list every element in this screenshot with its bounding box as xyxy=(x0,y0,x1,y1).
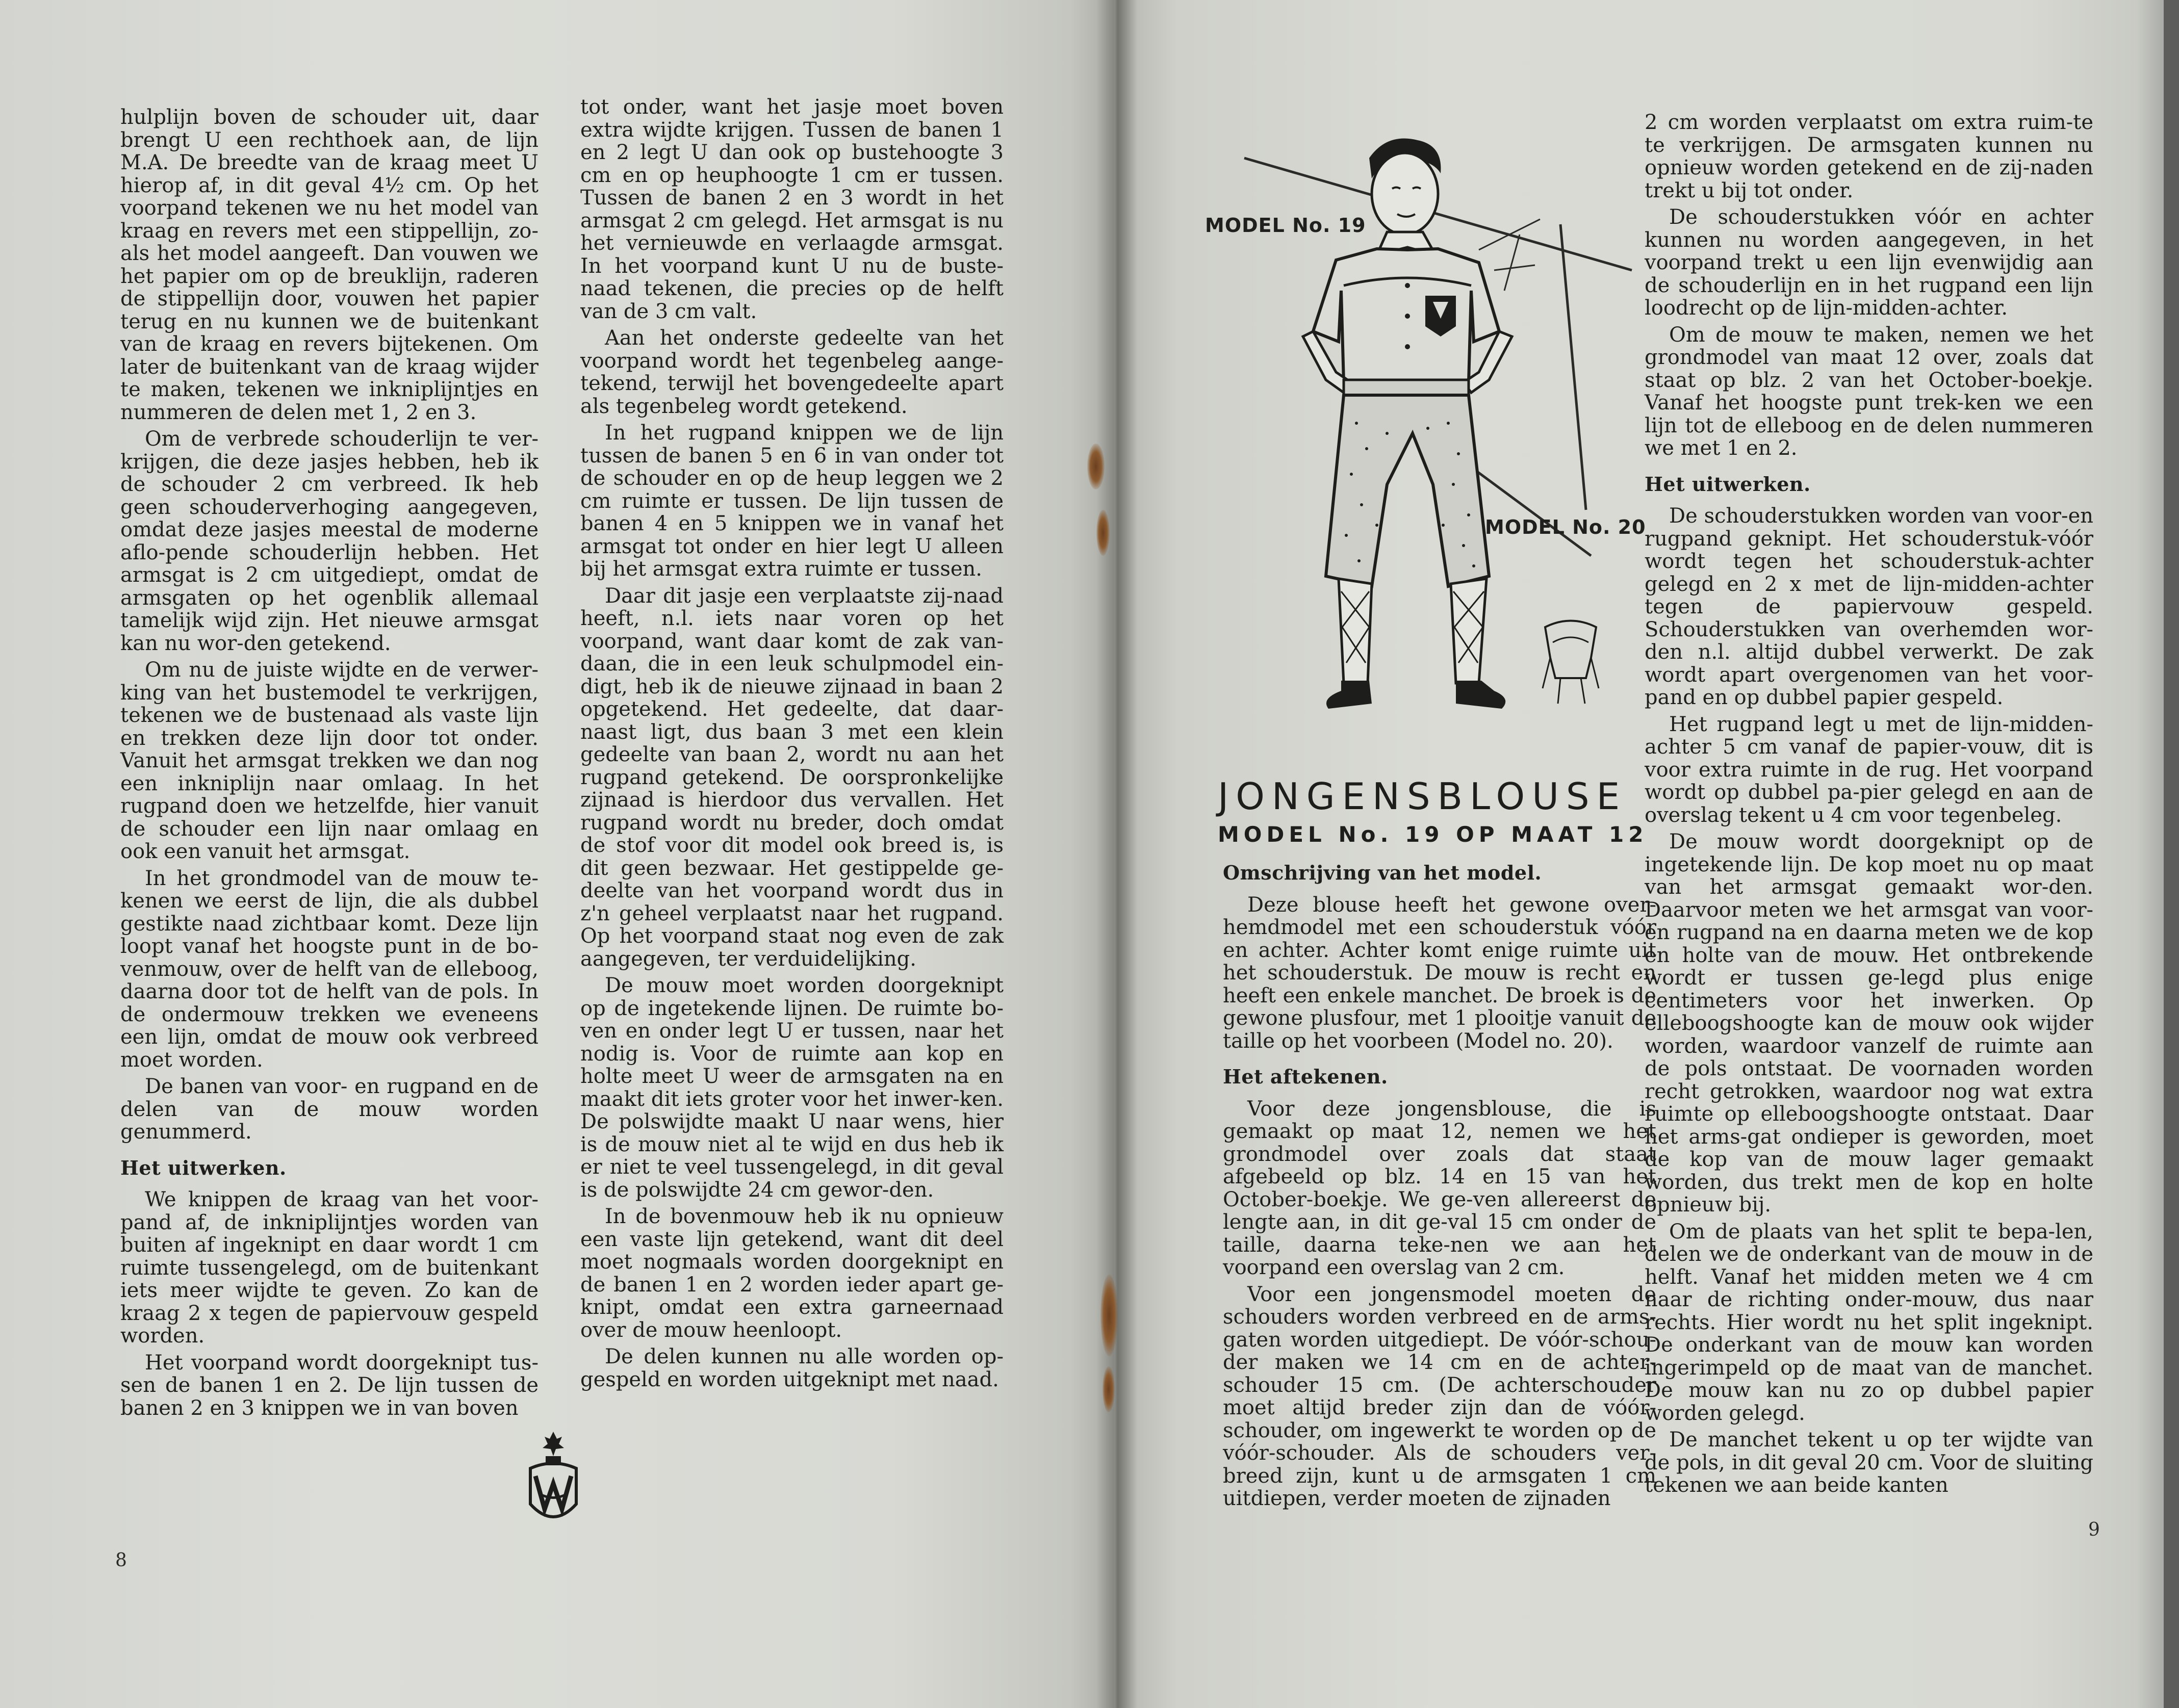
model-20-label: MODEL No. 20 xyxy=(1485,516,1646,538)
paragraph: In het rugpand knippen we de lijn tussen de banen 5 en 6 in van onder tot de schouder en op de heup leggen we 2 cm ruimte er tussen. De lijn tussen de banen 4 en 5 knippen we in vanaf het armsgat tot onder en hier legt U alleen bij het armsgat extra ruimte er tussen. xyxy=(580,421,1004,581)
left-column-2 xyxy=(580,96,1004,1395)
paragraph: De schouderstukken worden van voor-en rugpand geknipt. Het schouderstuk-vóór wordt tegen het schouderstuk-achter gelegd en 2 x met de lijn-midden-achter tegen de papiervouw gespeld. Schouderstukken van overhemden wor-den n.l. altijd dubbel verwerkt. De zak wordt apart overgenomen van het voor-pand en op dubbel papier gespeld. xyxy=(1645,504,2093,709)
paragraph: De manchet tekent u op ter wijdte van de pols, in dit geval 20 cm. Voor de sluiting tekenen we aan beide kanten xyxy=(1645,1428,2093,1497)
page-edge xyxy=(2164,0,2179,1708)
paragraph: In het grondmodel van de mouw te-kenen we eerst de lijn, die als dubbel gestikte naad zichtbaar komt. Deze lijn loopt vanaf het hoogste punt in de bo-venmouw, over de helft van de elleboog, daarna door tot de helft van de pols. In de ondermouw trekken we eveneens een lijn, omdat de mouw ook verbreed moet worden. xyxy=(120,866,539,1072)
page-number: 8 xyxy=(115,1550,127,1571)
paragraph: tot onder, want het jasje moet boven extra wijdte krijgen. Tussen de banen 1 en 2 legt U dan ook op bustehoogte 3 cm en op heuphoogte 1 cm er tussen. Tussen de banen 2 en 3 wordt in het armsgat 2 cm gelegd. Het armsgat is nu het vernieuwde en verlaagde armsgat. In het voorpand kunt U nu de buste-naad tekenen, die precies op de helft van de 3 cm valt. xyxy=(580,95,1004,323)
paragraph: In de bovenmouw heb ik nu opnieuw een vaste lijn getekend, want dit deel moet nogmaals worden doorgeknipt en de banen 1 en 2 worden ieder apart ge-knipt, omdat een extra garneernaad over de mouw heenloopt. xyxy=(580,1205,1004,1342)
paragraph: Om nu de juiste wijdte en de verwer-king van het bustemodel te verkrijgen, tekenen we de bustenaad als vaste lijn en trekken deze lijn door tot onder. Vanuit het armsgat trekken we dan nog een inkniplijn naar omlaag. In het rugpand doen we hetzelfde, hier vanuit de schouder een lijn naar omlaag en ook een vanuit het armsgat. xyxy=(120,658,539,863)
page-subtitle: MODEL No. 19 OP MAAT 12 xyxy=(1218,822,1648,847)
section-heading: Het aftekenen. xyxy=(1223,1065,1388,1088)
paragraph: hulplijn boven de schouder uit, daar brengt U een rechthoek aan, de lijn M.A. De breedte van de kraag meet U hierop af, in dit geval 4½ cm. Op het voorpand tekenen we nu het model van kraag en revers met een stippellijn, zo-als het model aangeeft. Dan vouwen we het papier om op de breuklijn, raderen de stippellijn door, vouwen het papier terug en nu kunnen we de buitenkant van de kraag en revers bijtekenen. Om later de buitenkant van de kraag wijder te maken, tekenen we inkniplijntjes en nummeren de delen met 1, 2 en 3. xyxy=(120,106,539,424)
rust-stain xyxy=(1096,510,1110,556)
paragraph: De schouderstukken vóór en achter kunnen nu worden aangegeven, in het voorpand trekt u een lijn evenwijdig aan de schouderlijn en in het rugpand een lijn loodrecht op de lijn-midden-achter. xyxy=(1645,205,2093,320)
left-column-1 xyxy=(120,106,539,1424)
paragraph: Het rugpand legt u met de lijn-midden-achter 5 cm vanaf de papier-vouw, dit is voor extra ruimte in de rug. Het voorpand wordt op dubbel pa-pier gelegd en aan de overslag tekent u 4 cm voor tegenbeleg. xyxy=(1645,712,2093,827)
section-heading: Het uitwerken. xyxy=(120,1156,287,1179)
paragraph: De mouw moet worden doorgeknipt op de ingetekende lijnen. De ruimte bo-ven en onder legt U er tussen, naar het nodig is. Voor de ruimte aan kop en holte meet U weer de armsgaten na en maakt dit iets groter voor het inwer-ken. De polswijdte maakt U naar wens, hier is de mouw niet al te wijd en dus heb ik er niet te veel tussengelegd, in dit geval is de polswijdte 24 cm gewor-den. xyxy=(580,974,1004,1202)
right-column-2 xyxy=(1645,111,2093,1501)
paragraph: 2 cm worden verplaatst om extra ruim-te te verkrijgen. De armsgaten kunnen nu opnieuw worden getekend en de zij-naden trekt u bij tot onder. xyxy=(1645,111,2093,202)
book-gutter xyxy=(1096,0,1137,1708)
right-column-1 xyxy=(1223,862,1656,1514)
page-title: JONGENSBLOUSE xyxy=(1218,775,1627,818)
paragraph: Aan het onderste gedeelte van het voorpand wordt het tegenbeleg aange-tekend, terwijl het bovengedeelte apart als tegenbeleg wordt getekend. xyxy=(580,326,1004,418)
paragraph: De mouw wordt doorgeknipt op de ingetekende lijn. De kop moet nu op maat van het armsgat gemaakt wor-den. Daarvoor meten we het armsgat van voor- en rugpand na en daarna meten we de kop en holte van de mouw. Het ontbrekende wordt er tussen ge-legd plus enige centimeters voor het inwerken. Op elleboogshoogte kan de mouw ook wijder worden, waardoor vanzelf de ruimte aan de pols ontstaat. De voornaden worden recht getrokken, waardoor nog wat extra ruimte op elleboogshoogte ontstaat. Daar het arms-gat ondieper is geworden, moet de kop van de mouw lager gemaakt worden, dus trekt men de kop en holte opnieuw bij. xyxy=(1645,830,2093,1217)
rust-stain xyxy=(1087,444,1105,489)
section-heading: Omschrijving van het model. xyxy=(1223,861,1542,884)
paragraph: Het voorpand wordt doorgeknipt tus-sen de banen 1 en 2. De lijn tussen de banen 2 en 3 knippen we in van boven xyxy=(120,1351,539,1420)
paragraph: De banen van voor- en rugpand en de delen van de mouw worden genummerd. xyxy=(120,1075,539,1144)
paragraph: Daar dit jasje een verplaatste zij-naad heeft, n.l. iets naar voren op het voorpand, want daar komt de zak van-daan, die in een leuk schulpmodel ein-digt, heb ik de nieuwe zijnaad in baan 2 opgetekend. Het gedeelte, dat daar-naast ligt, dus baan 3 met een klein gedeelte van baan 2, wordt nu aan het rugpand getekend. De oorspronkelijke zijnaad is hierdoor dus vervallen. Het rugpand wordt nu breder, doch omdat de stof voor dit model ook breed is, is dit geen bezwaar. Het gestippelde ge-deelte van het voorpand wordt dus in z'n geheel verplaatst naar het rugpand. Op het voorpand staat nog even de zak aangegeven, ter verduidelijking. xyxy=(580,584,1004,971)
paragraph: Om de verbrede schouderlijn te ver-krijgen, die deze jasjes hebben, heb ik de schouder 2 cm verbreed. Ik heb geen schouderverhoging aangegeven, omdat deze jasjes meestal de moderne aflo-pende schouderlijn hebben. Het armsgat is 2 cm uitgediept, omdat de armsgaten op het ogenblik allemaal tamelijk wijd zijn. Het nieuwe armsgat kan nu wor-den getekend. xyxy=(120,427,539,655)
rust-stain xyxy=(1100,1275,1118,1356)
paragraph: We knippen de kraag van het voor-pand af, de inkniplijntjes worden van buiten af ingeknipt en daar wordt 1 cm ruimte tussengelegd, om de buitenkant iets meer wijdte te geven. Zo kan de kraag 2 x tegen de papiervouw gespeld worden. xyxy=(120,1188,539,1348)
paragraph: Voor een jongensmodel moeten de schouders worden verbreed en de arms-gaten worden uitgediept. De vóór-schou-der maken we 14 cm en de achter-schouder 15 cm. (De achterschouder moet altijd breder zijn dan de vóór-schouder, om ingewerkt te worden op de vóór-schouder. Als de schouders ver-breed zijn, kunt u de armsgaten 1 cm uitdiepen, verder moeten de zijnaden xyxy=(1223,1282,1656,1510)
paragraph: Deze blouse heeft het gewone over-hemdmodel met een schouderstuk vóór en achter. Achter komt enige ruimte uit het schouderstuk. De mouw is recht en heeft een enkele manchet. De broek is de gewone plusfour, met 1 plooitje vanuit de taille op het voorbeen (Model no. 20). xyxy=(1223,893,1656,1053)
paragraph: Om de plaats van het split te bepa-len, delen we de onderkant van de mouw in de helft. Vanaf het midden meten we 4 cm naar de richting onder-mouw, dus naar rechts. Hier wordt nu het split ingeknipt. De onderkant van de mouw kan worden ingerimpeld op de maat van de manchet. De mouw kan nu zo op dubbel papier worden gelegd. xyxy=(1645,1220,2093,1425)
paragraph: Om de mouw te maken, nemen we het grondmodel van maat 12 over, zoals dat staat op blz. 2 van het October-boekje. Vanaf het hoogste punt trek-ken we een lijn tot de elleboog en de delen nummeren we met 1 en 2. xyxy=(1645,323,2093,460)
model-19-label: MODEL No. 19 xyxy=(1205,214,1366,237)
rust-stain xyxy=(1103,1366,1115,1412)
paragraph: De delen kunnen nu alle worden op-gespeld en worden uitgeknipt met naad. xyxy=(580,1345,1004,1391)
section-heading: Het uitwerken. xyxy=(1645,472,1811,496)
publisher-monogram-logo xyxy=(520,1428,586,1535)
paragraph: Voor deze jongensblouse, die is gemaakt op maat 12, nemen we het grondmodel over zoals dat staat afgebeeld op blz. 14 en 15 van het October-boekje. We ge-ven allereerst de lengte aan, in dit ge-val 15 cm onder de taille, daarna teke-nen we aan het voorpand een overslag van 2 cm. xyxy=(1223,1097,1656,1279)
page-number: 9 xyxy=(2088,1519,2100,1540)
